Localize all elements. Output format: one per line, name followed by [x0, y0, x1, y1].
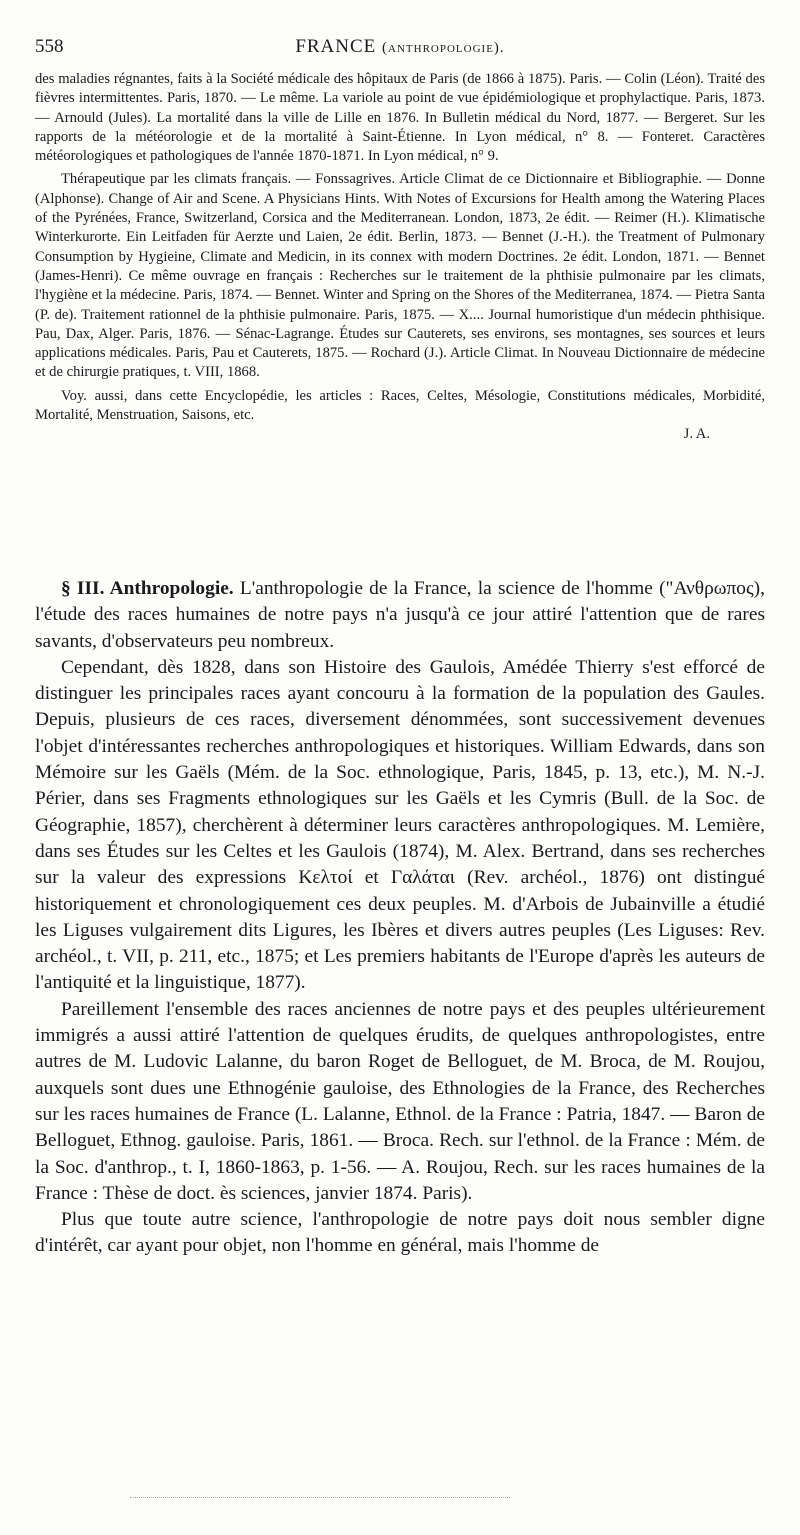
bibliography-block [35, 70, 765, 445]
running-title-subtitle: ( anthropologie ). [382, 40, 505, 56]
bottom-rule [130, 1497, 510, 1500]
bibliography-paragraph: des maladies régnantes, faits à la Société médicale des hôpitaux de Paris (de 1866 à 1875). Paris. — Colin (Léon). Traité des fièvres intermittentes. Paris, 1870. — Le même. La variole au point de vue épidémiologique et prophylactique. Paris, 1873. — Arnould (Jules). La mortalité dans la ville de Lille en 1876. In Bulletin médical du Nord, 1877. — Bergeret. Sur les rapports de la météorologie et de la mortalité à Saint-Étienne. In Lyon médical, n° 8. — Fonteret. Caractères météorologiques et pathologiques de l'année 1870-1871. In Lyon médical, n° 9. [35, 71, 765, 165]
anthropology-section [35, 576, 765, 1260]
running-title [35, 36, 765, 58]
section-paragraph: Cependant, dès 1828, dans son Histoire des Gaulois, Amédée Thierry s'est efforcé de distinguer les principales races ayant concouru à la formation de la population des Gaules. Depuis, plusieurs de ces races, diversement dénommées, sont successivement devenues l'objet d'intéressantes recherches anthropologiques et historiques. William Edwards, dans son Mémoire sur les Gaëls (Mém. de la Soc. ethnologique, Paris, 1845, p. 13, etc.), M. N.-J. Périer, dans ses Fragments ethnologiques sur les Gaëls et les Cymris (Bull. de la Soc. de Géographie, 1857), cherchèrent à déterminer leurs caractères anthropologiques. M. Lemière, dans ses Études sur les Celtes et les Gaulois (1874), M. Alex. Bertrand, dans ses recherches sur la valeur des expressions Κελτοί et Γαλάται (Rev. archéol., 1876) ont distingué historiquement et chronologiquement ces deux peuples. M. d'Arbois de Jubainville a étudié les Liguses vulgairement dits Ligures, les Ibères et divers autres peuples (Les Liguses: Rev. archéol., t. VII, p. 211, etc., 1875; et Les premiers habitants de l'Europe d'après les auteurs de l'antiquité et la linguistique, 1877). [35, 656, 765, 994]
bibliography-paragraph: Thérapeutique par les climats français. — Fonssagrives. Article Climat de ce Dictionnaire et Bibliographie. — Donne (Alphonse). Change of Air and Scene. A Physicians Hints. With Notes of Excursions for Health among the Watering Places of the Pyrénées, France, Switzerland, Corsica and the Mediterranean. London, 1873, 2e édit. — Reimer (H.). Klimatische Winterkurorte. Ein Leitfaden für Aerzte und Laien, 2e édit. Berlin, 1873. — Bennet (J.-H.). the Treatment of Pulmonary Consumption by Hygieine, Climate and Medicin, in its connex with modern Doctrines. 2e édit. London, 1871. — Bennet (James-Henri). Ce même ouvrage en français : Recherches sur le traitement de la phthisie pulmonaire par les climats, l'hygiène et la médecine. Paris, 1874. — Bennet. Winter and Spring on the Shores of the Mediterranea, 1874. — Pietra Santa (P. de). Traitement rationnel de la phthisie pulmonaire. Paris, 1875. — X.... Journal humoristique d'un médecin phthisique. Pau, Dax, Alger. Paris, 1876. — Sénac-Lagrange. Études sur Cauterets, ses environs, ses montagnes, ses sources et leurs applications médicales. Paris, Pau et Cauterets, 1875. — Rochard (J.). Article Climat. In Nouveau Dictionnaire de médecine et de chirurgie pratiques, t. VIII, 1868. [35, 171, 765, 381]
section-paragraph: Plus que toute autre science, l'anthropologie de notre pays doit nous sembler digne d'intérêt, car ayant pour objet, non l'homme en général, mais l'homme de [35, 1209, 765, 1257]
bibliography-paragraph: Voy. aussi, dans cette Encyclopédie, les articles : Races, Celtes, Mésologie, Constitutions médicales, Morbidité, Mortalité, Menstruation, Saisons, etc. [35, 387, 765, 424]
page-header [35, 36, 765, 60]
section-paragraph [35, 576, 765, 655]
section-paragraph: Pareillement l'ensemble des races anciennes de notre pays et des peuples ultérieurement immigrés a aussi attiré l'attention de quelques érudits, de quelques anthropologistes, entre autres de M. Ludovic Lalanne, du baron Roget de Belloguet, de M. Broca, de M. Roujou, auxquels sont dues une Ethnogénie gauloise, des Ethnologies de la France, des Recherches sur les races humaines de France (L. Lalanne, Ethnol. de la France : Patria, 1847. — Baron de Belloguet, Ethnog. gauloise. Paris, 1861. — Broca. Rech. sur l'ethnol. de la France : Mém. de la Soc. d'anthrop., t. I, 1860-1863, p. 1-56. — A. Roujou, Rech. sur les races humaines de la France : Thèse de doct. ès sciences, janvier 1874. Paris). [35, 998, 765, 1204]
running-title-main: FRANCE [295, 36, 377, 57]
section-heading: § III. Anthropologie. [61, 578, 234, 599]
section-intro-text: L'anthropologie de la France, la science de l'homme ("Ανθρωπος), l'étude des races humaines de notre pays n'a jusqu'à ce jour attiré l'attention que de rares savants, d'observateurs peu nombreux. [35, 578, 765, 652]
page-number: 558 [35, 36, 64, 57]
author-signature: J. A. [683, 426, 710, 443]
